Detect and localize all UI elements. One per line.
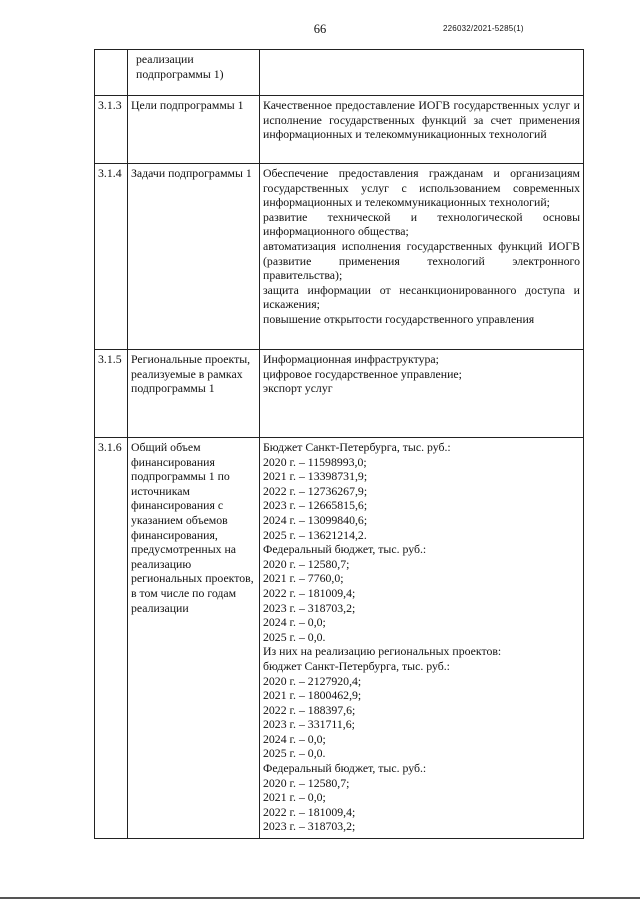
content-line: 2022 г. – 181009,4; [263,585,356,600]
content-line: 2021 г. – 13398731,9; [263,469,368,484]
content-line: цифровое государственное управление; [263,366,462,381]
row-number: 3.1.4 [95,164,128,350]
content-line: 2022 г. – 181009,4; [263,804,356,819]
content-line: 2021 г. – 1800462,9; [263,688,362,703]
content-line: 2020 г. – 11598993,0; [263,454,367,469]
content-line: 2023 г. – 12665815,6; [263,498,368,513]
content-line: защита информации от несанкционированного доступа и искажения; [263,282,580,312]
content-line: 2025 г. – 13621214,2. [263,527,367,542]
row-number: 3.1.6 [95,438,128,839]
document-code: 226032/2021-5285(1) [443,24,524,33]
content-line: 2023 г. – 331711,6; [263,717,355,732]
content-line: Из них на реализацию региональных проектов: [263,644,502,659]
row-title: реализации подпрограммы 1) [128,50,260,96]
content-line: 2022 г. – 188397,6; [263,702,356,717]
content-line: 2023 г. – 318703,2; [263,819,356,834]
row-number: 3.1.5 [95,350,128,438]
table-row [95,96,584,164]
scan-edge-line [0,897,640,899]
row-number: 3.1.3 [95,96,128,164]
content-line: 2022 г. – 12736267,9; [263,483,368,498]
content-line: 2021 г. – 0,0; [263,790,326,805]
content-line: 2020 г. – 12580,7; [263,775,350,790]
row-content [260,96,584,164]
content-line: бюджет Санкт-Петербурга, тыс. руб.: [263,658,450,673]
content-line: 2024 г. – 0,0; [263,731,326,746]
row-content [260,164,584,350]
row-title: Цели подпрограммы 1 [128,96,260,164]
row-number [95,50,128,96]
content-line: автоматизация исполнения государственных функций ИОГВ (развитие применения технологий электронного правительства); [263,238,580,283]
content-line: 2020 г. – 12580,7; [263,556,350,571]
content-line: Федеральный бюджет, тыс. руб.: [263,761,427,776]
content-line: 2023 г. – 318703,2; [263,600,356,615]
content-line: развитие технической и технологической основы информационного общества; [263,209,580,239]
row-title: Региональные проекты, реализуемые в рамках подпрограммы 1 [128,350,260,438]
row-title: Задачи подпрограммы 1 [128,164,260,350]
row-content [260,350,584,438]
content-line: 2024 г. – 0,0; [263,615,326,630]
content-line: экспорт услуг [263,381,333,396]
content-line: повышение открытости государственного управления [263,311,535,326]
content-line: Бюджет Санкт-Петербурга, тыс. руб.: [263,440,451,454]
content-line: 2024 г. – 13099840,6; [263,512,368,527]
table-row [95,438,584,839]
content-line: 2025 г. – 0,0. [263,629,326,644]
page-number: 66 [313,22,327,36]
content-line: 2021 г. – 7760,0; [263,571,344,586]
row-content [260,438,584,839]
content-line: 2020 г. – 2127920,4; [263,673,362,688]
table-row [95,350,584,438]
table-row [95,164,584,350]
content-line: Федеральный бюджет, тыс. руб.: [263,542,427,557]
row-content [260,50,584,96]
content-line: Обеспечение предоставления гражданам и организациям государственных услуг с использованием современных информационных и телекоммуникационных технологий; [263,166,580,210]
subprogram-passport-table [94,49,584,839]
content-line: Информационная инфраструктура; [263,352,439,366]
table-row [95,50,584,96]
row-title: Общий объем финансирования подпрограммы 1 по источникам финансирования с указанием объемов финансирования, предусмотренных на реализацию региональных проектов, в том числе по годам реализации [128,438,260,839]
content-line: Качественное предоставление ИОГВ государственных услуг и исполнение государственных функций за счет применения информационных и телекоммуникационных технологий [263,98,580,142]
content-line: 2025 г. – 0,0. [263,746,326,761]
